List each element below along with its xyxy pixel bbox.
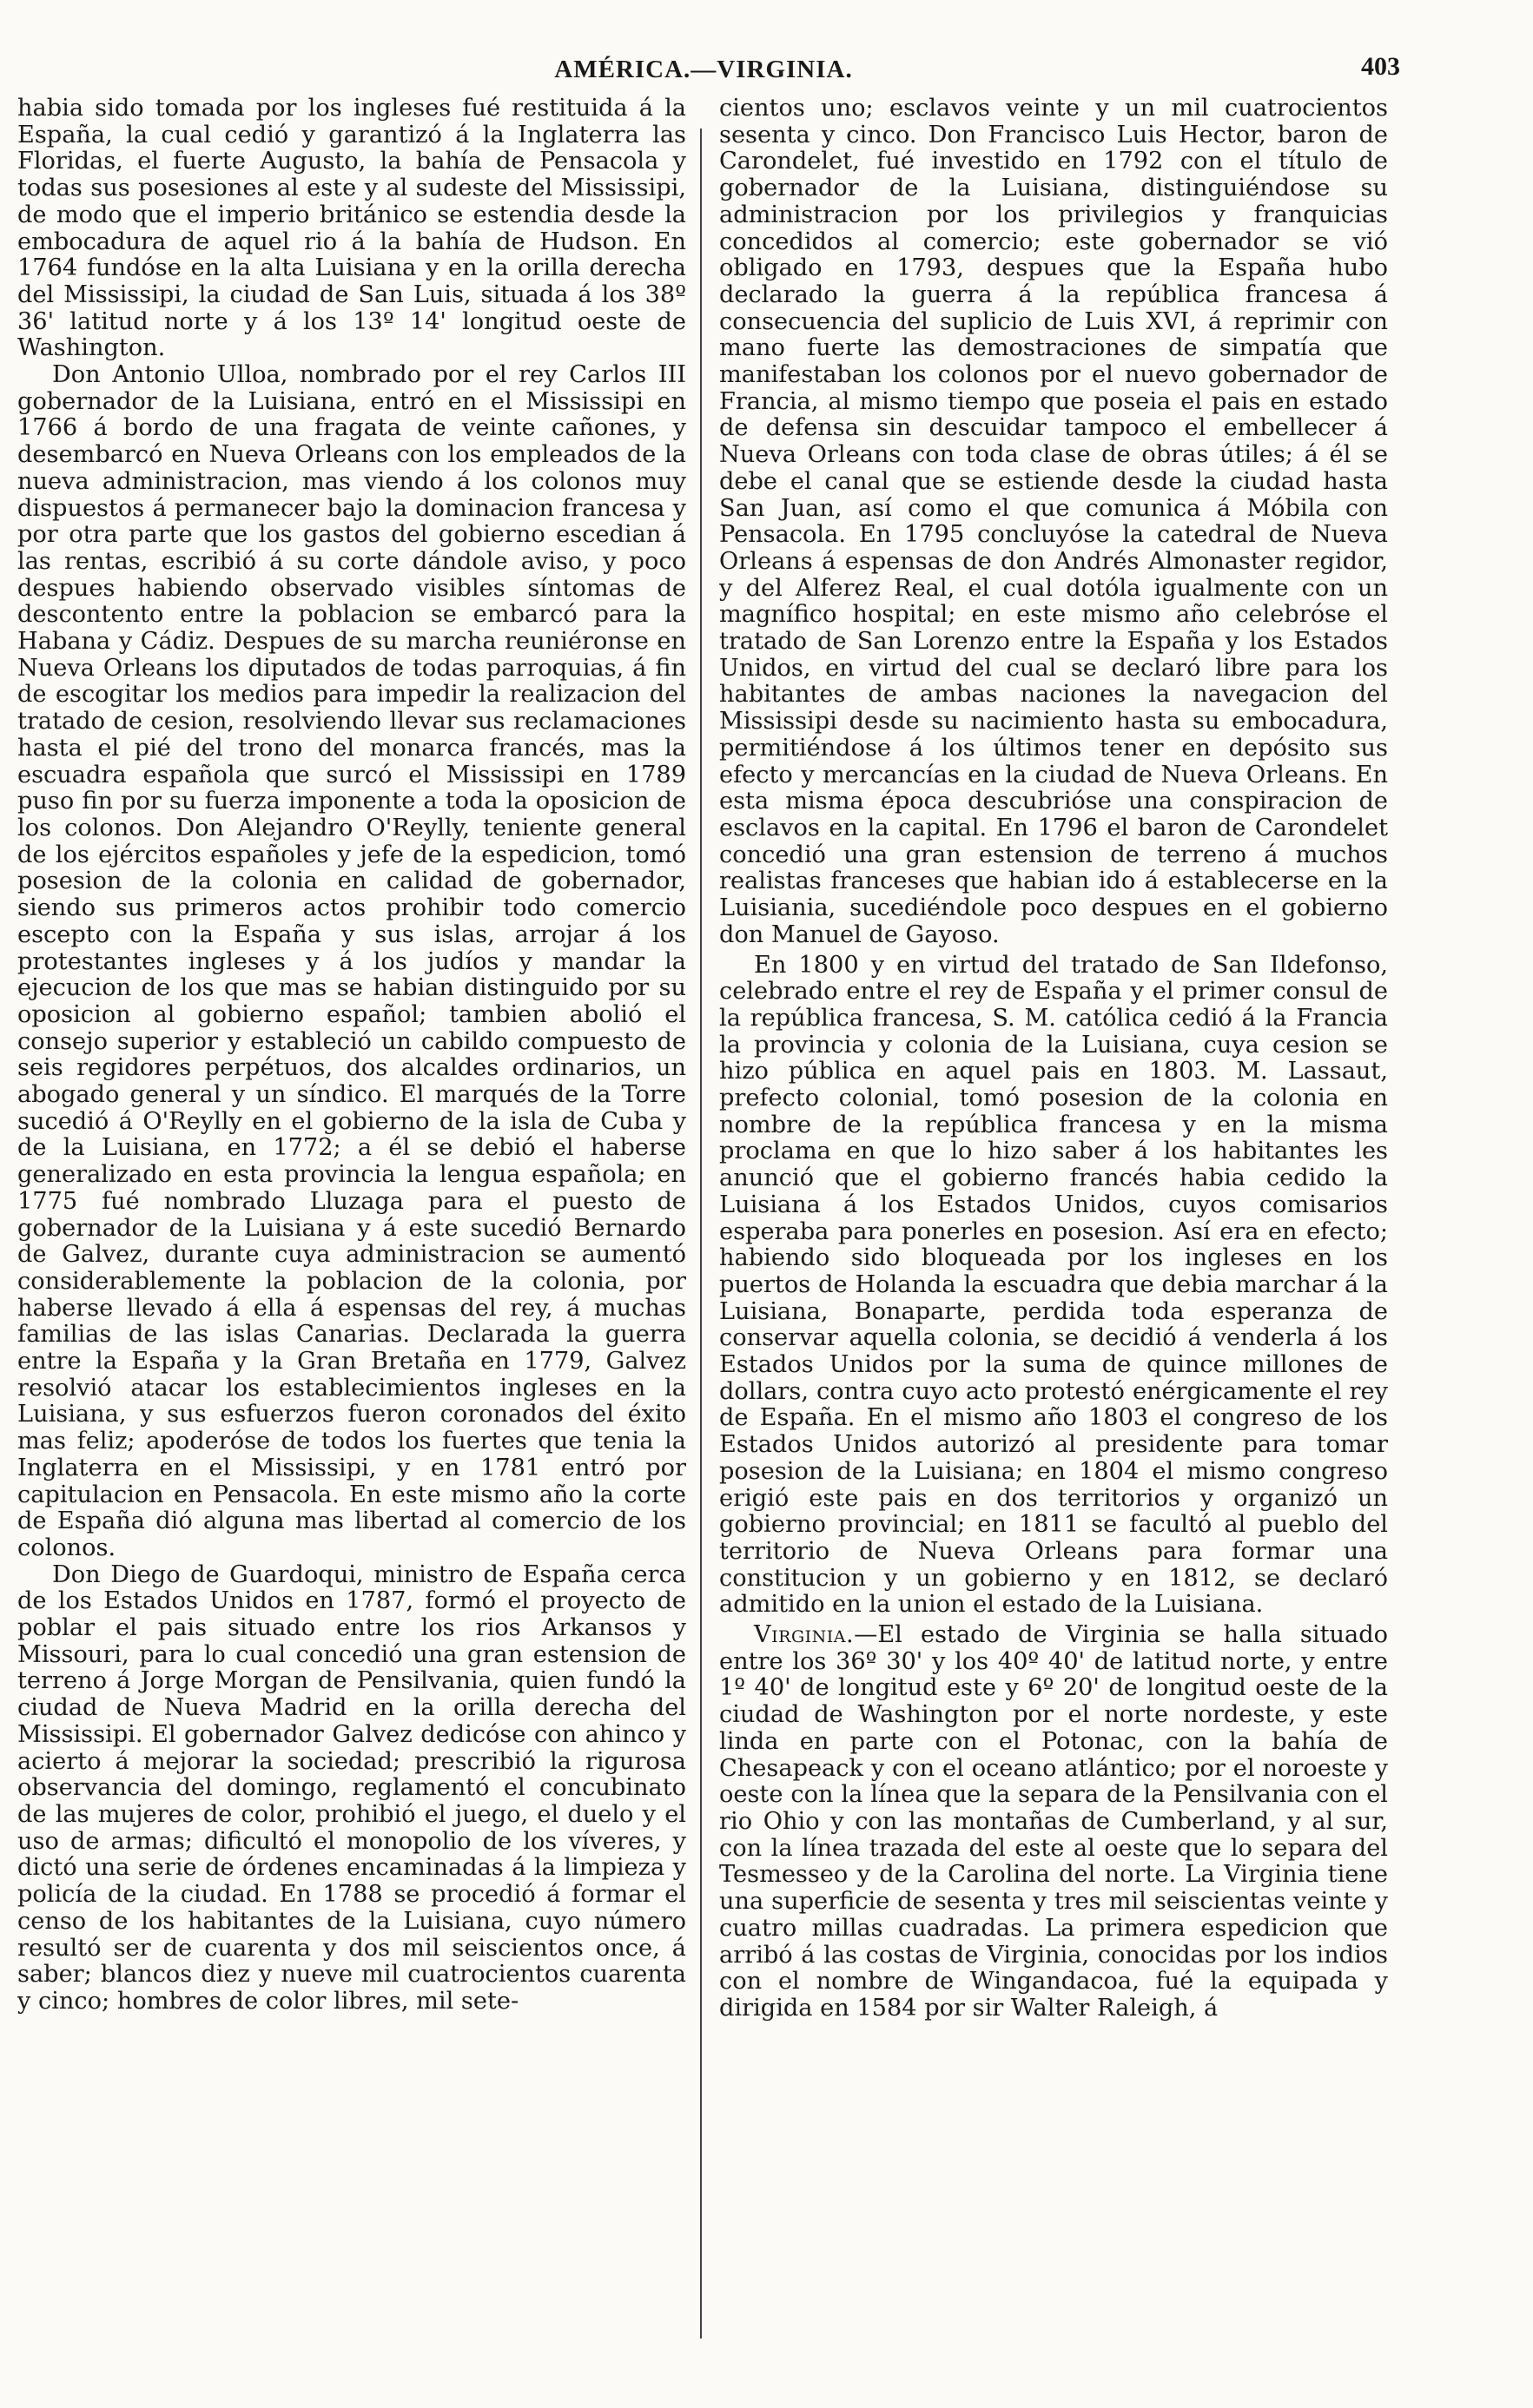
running-title: AMÉRICA.—VIRGINIA. xyxy=(554,56,853,83)
paragraph: Don Antonio Ulloa, nombrado por el rey Carlos III gobernador de la Luisiana, entró en el Mississipi en 1766 á bordo de una fragata de veinte cañones, y desembarcó en Nueva Orleans con los empleados de la nueva administracion, mas viendo á los colonos muy dispuestos á permanecer bajo la dominacion francesa y por otra parte que los gastos del gobierno escedian á las rentas, escribió á su corte dándole aviso, y poco despues habiendo observado visibles síntomas de descontento entre la poblacion se embarcó para la Habana y Cádiz. Despues de su marcha reuniéronse en Nueva Orleans los diputados de todas parroquias, á fin de escogitar los medios para impedir la realizacion del tratado de cesion, resolviendo llevar sus reclamaciones hasta el pié del trono del monarca francés, mas la escuadra española que surcó el Mississipi en 1789 puso fin por su fuerza imponente a toda la oposicion de los colonos. Don Alejandro O'Reylly, teniente general de los ejércitos españoles y jefe de la espedicion, tomó posesion de la colonia en calidad de gobernador, siendo sus primeros actos prohibir todo comercio escepto con la España y sus islas, arrojar á los protestantes ingleses y á los judíos y mandar la ejecucion de los que mas se habian distinguido por su oposicion al gobierno español; tambien abolió el consejo superior y estableció un cabildo compuesto de seis regidores perpétuos, dos alcaldes ordinarios, un abogado general y un síndico. El marqués de la Torre sucedió á O'Reylly en el gobierno de la isla de Cuba y de la Luisiana, en 1772; a él se debió el haberse generalizado en esta provincia la lengua española; en 1775 fué nombrado Lluzaga para el puesto de gobernador de la Luisiana y á este sucedió Bernardo de Galvez, durante cuya administracion se aumentó considerablemente la poblacion de la colonia, por haberse llevado á ella á espensas del rey, á muchas familias de las islas Canarias. Declarada la guerra entre la España y la Gran Bretaña en 1779, Galvez resolvió atacar los establecimientos ingleses en la Luisiana, y sus esfuerzos fueron coronados del éxito mas feliz; apoderóse de todos los fuertes que tenia la Inglaterra en el Mississipi, y en 1781 entró por capitulacion en Pensacola. En este mismo año la corte de España dió alguna mas libertad al comercio de los colonos. xyxy=(17,361,686,1561)
page-header xyxy=(17,52,1400,94)
paragraph: Don Diego de Guardoqui, ministro de España cerca de los Estados Unidos en 1787, formó el proyecto de poblar el pais situado entre los rios Arkansos y Missouri, para lo cual concedió una gran estension de terreno á Jorge Morgan de Pensilvania, quien fundó la ciudad de Nueva Madrid en la orilla derecha del Mississipi. El gobernador Galvez dedicóse con ahinco y acierto á mejorar la sociedad; prescribió la rigurosa observancia del domingo, reglamentó el concubinato de las mujeres de color, prohibió el juego, el duelo y el uso de armas; dificultó el monopolio de los víveres, y dictó una serie de órdenes encaminadas á la limpieza y policía de la ciudad. En 1788 se procedió á formar el censo de los habitantes de la Luisiana, cuyo número resultó ser de cuarenta y dos mil seiscientos once, á saber; blancos diez y nueve mil cuatrocientos cuarenta y cinco; hombres de color libres, mil sete- xyxy=(17,1560,686,2015)
right-column xyxy=(719,96,1388,2388)
section-text: —El estado de Virginia se halla situado entre los 36º 30' y los 40º 40' de latitud norte, y entre 1º 40' de longitud este y 6º 20' de longitud oeste de la ciudad de Washington por el norte nordeste, y este linda en parte con el Potonac, con la bahía de Chesapeack y con el oceano atlántico; por el noroeste y oeste con la línea que la separa de la Pensilvania con el rio Ohio y con las montañas de Cumberland, y al sur, con la línea trazada del este al oeste que lo separa del Tesmesseo y de la Carolina del norte. La Virginia tiene una superficie de sesenta y tres mil seiscientas veinte y cuatro millas cuadradas. La primera espedicion que arribó á las costas de Virginia, conocidas por los indios con el nombre de Wingandacoa, fué la equipada y dirigida en 1584 por sir Walter Raleigh, á xyxy=(719,1621,1388,2022)
page-number: 403 xyxy=(1361,52,1400,81)
virginia-section xyxy=(719,1622,1388,2022)
column-divider xyxy=(700,129,702,2339)
paragraph: En 1800 y en virtud del tratado de San Ildefonso, celebrado entre el rey de España y el primer consul de la república francesa, S. M. católica cedió á la Francia la provincia y colonia de la Luisiana, cuya cesion se hizo pública en aquel pais en 1803. M. Lassaut, prefecto colonial, tomó posesion de la colonia en nombre de la república francesa y en la misma proclama en que lo hizo saber á los habitantes les anunció que el gobierno francés habia cedido la Luisiana á los Estados Unidos, cuyos comisarios esperaba para ponerles en posesion. Así era en efecto; habiendo sido bloqueada por los ingleses en los puertos de Holanda la escuadra que debia marchar á la Luisiana, Bonaparte, perdida toda esperanza de conservar aquella colonia, se decidió á venderla á los Estados Unidos por la suma de quince millones de dollars, contra cuyo acto protestó enérgicamente el rey de España. En el mismo año 1803 el congreso de los Estados Unidos autorizó al presidente para tomar posesion de la Luisiana; en 1804 el mismo congreso erigió este pais en dos territorios y organizó un gobierno provincial; en 1811 se facultó al pueblo del territorio de Nueva Orleans para formar una constitucion y un gobierno y en 1812, se declaró admitido en la union el estado de la Luisiana. xyxy=(719,951,1388,1619)
left-column xyxy=(17,96,686,2388)
section-heading: Virginia. xyxy=(754,1621,855,1649)
paragraph: habia sido tomada por los ingleses fué restituida á la España, la cual cedió y garantizó á la Inglaterra las Floridas, el fuerte Augusto, la bahía de Pensacola y todas sus posesiones al este y al sudeste del Mississipi, de modo que el imperio británico se estendia desde la embocadura de aquel rio á la bahía de Hudson. En 1764 fundóse en la alta Luisiana y en la orilla derecha del Mississipi, la ciudad de San Luis, situada á los 38º 36' latitud norte y á los 13º 14' longitud oeste de Washington. xyxy=(17,96,686,362)
paragraph: cientos uno; esclavos veinte y un mil cuatrocientos sesenta y cinco. Don Francisco Luis Hector, baron de Carondelet, fué investido en 1792 con el título de gobernador de la Luisiana, distinguiéndose su administracion por los privilegios y franquicias concedidos al comercio; este gobernador se vió obligado en 1793, despues que la España hubo declarado la guerra á la república francesa á consecuencia del suplicio de Luis XVI, á reprimir con mano fuerte las demostraciones de simpatía que manifestaban los colonos por el nuevo gobernador de Francia, al mismo tiempo que poseia el pais en estado de defensa sin descuidar tampoco el embellecer á Nueva Orleans con toda clase de obras útiles; á él se debe el canal que se estiende desde la ciudad hasta San Juan, así como el que comunica á Móbila con Pensacola. En 1795 concluyóse la catedral de Nueva Orleans á espensas de don Andrés Almonaster regidor, y del Alferez Real, el cual dotóla igualmente con un magnífico hospital; en este mismo año celebróse el tratado de San Lorenzo entre la España y los Estados Unidos, en virtud del cual se declaró libre para los habitantes de ambas naciones la navegacion del Mississipi desde su nacimiento hasta su embocadura, permitiéndose á los últimos tener en depósito sus efecto y mercancías en la ciudad de Nueva Orleans. En esta misma época descubrióse una conspiracion de esclavos en la capital. En 1796 el baron de Carondelet concedió una gran estension de terreno á muchos realistas franceses que habian ido á establecerse en la Luisiania, sucediéndole poco despues en el gobierno don Manuel de Gayoso. xyxy=(719,96,1388,948)
